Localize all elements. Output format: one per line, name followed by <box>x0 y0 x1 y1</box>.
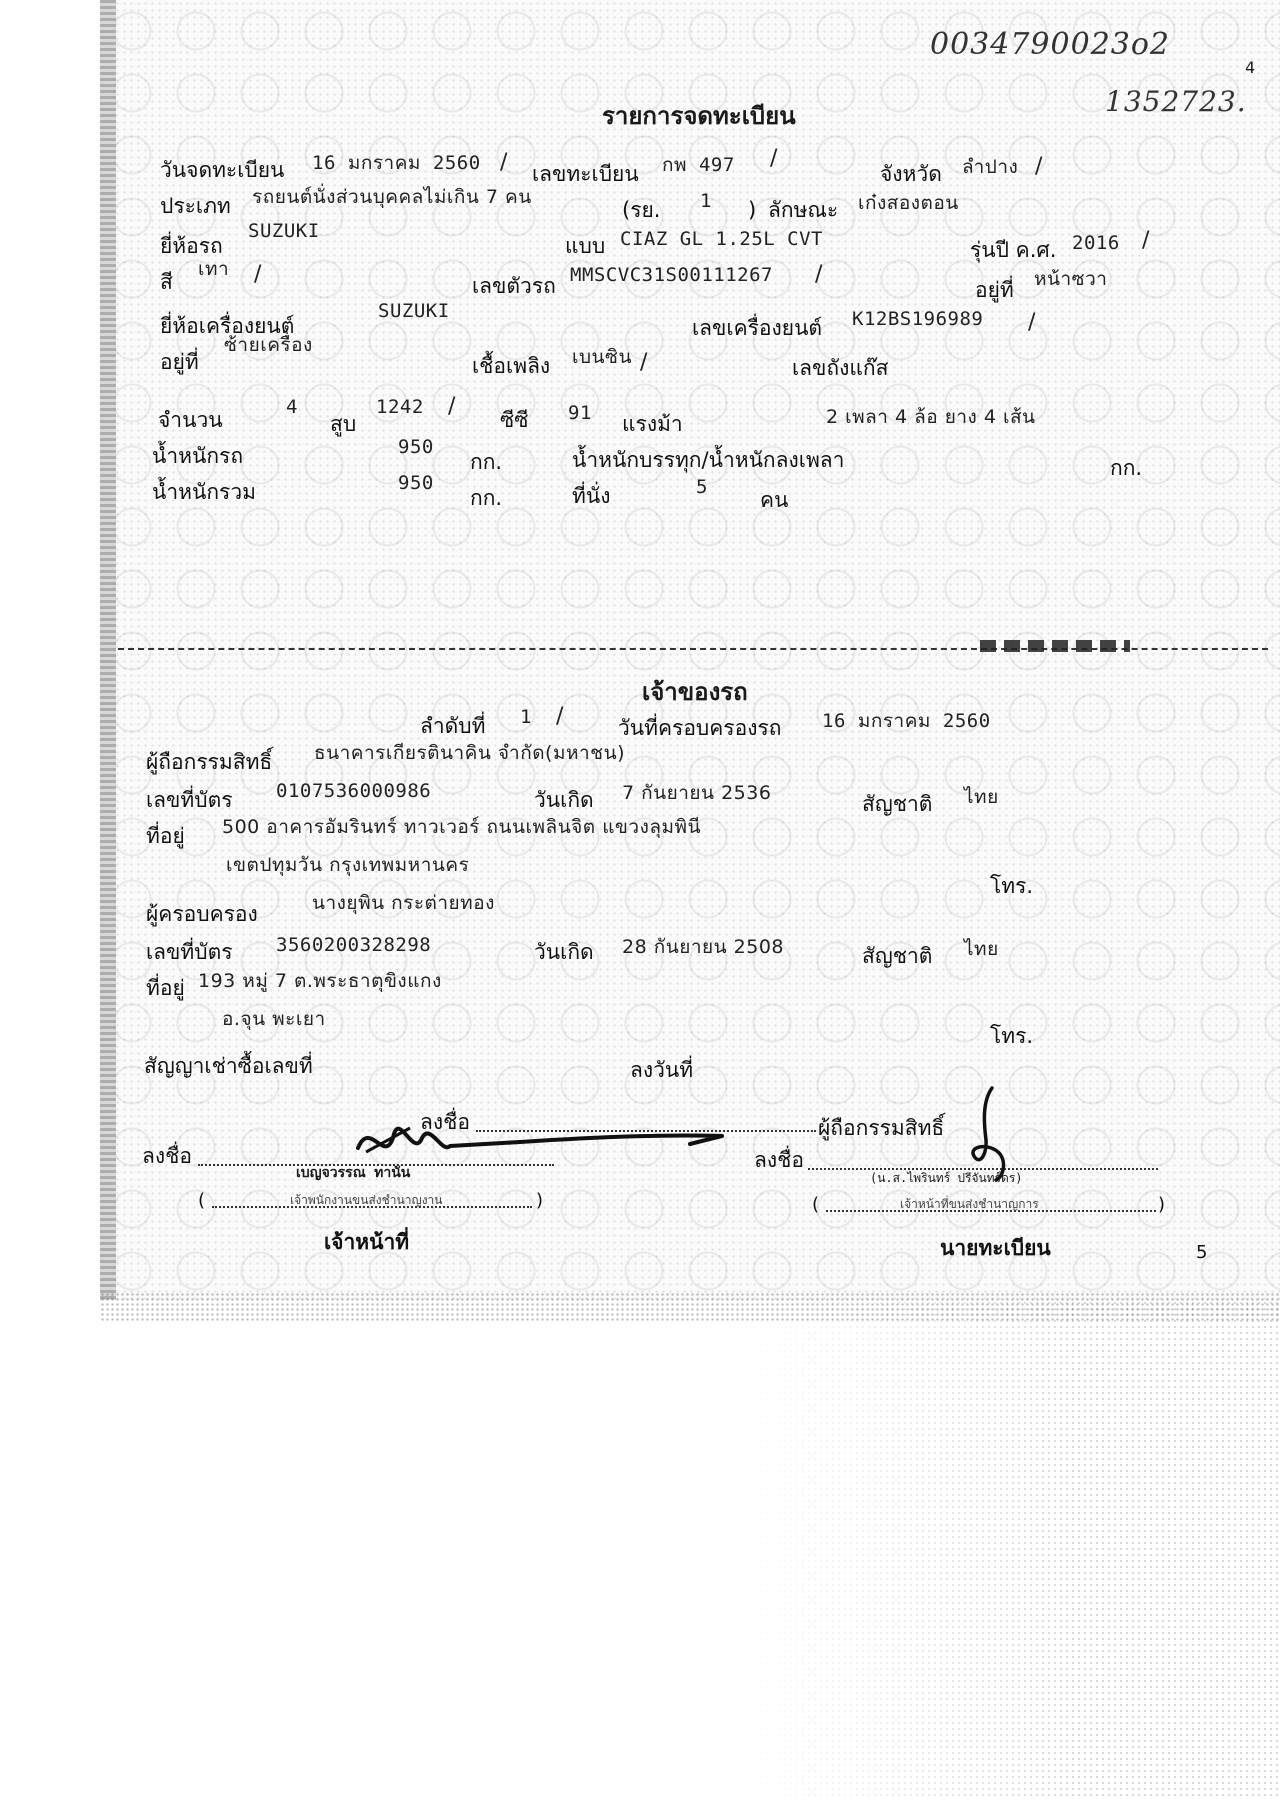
hp-value: 91 <box>568 402 592 424</box>
brand-value: SUZUKI <box>248 220 320 242</box>
year-label: รุ่นปี ค.ศ. <box>970 238 1057 262</box>
holder-nation-value: ไทย <box>964 786 999 808</box>
officer-paren-close: ) <box>536 1190 544 1211</box>
officer-name: เบญจวรรณ ทานัน <box>296 1165 411 1181</box>
registration-title: รายการจดทะเบียน <box>602 102 796 130</box>
brand-label: ยี่ห้อรถ <box>160 234 223 258</box>
engine-number-value: K12BS196989 <box>852 308 984 330</box>
plate-value: กพ 497 <box>662 154 735 176</box>
ry-open-label: (รย. <box>622 198 661 222</box>
vin-location-value: หน้าซวา <box>1034 268 1108 290</box>
year-value: 2016 <box>1072 232 1120 254</box>
seats-unit: คน <box>760 488 789 512</box>
scan-left-edge <box>100 0 116 1300</box>
registrar-position: เจ้าหน้าที่ขนส่งชำนาญการ <box>900 1197 1039 1211</box>
officer-paren-open: ( <box>198 1190 206 1211</box>
gas-tank-label: เลขถังแก๊ส <box>792 356 889 380</box>
registrar-paren-close: ) <box>1158 1194 1166 1215</box>
officer-sign-label: ลงชื่อ <box>142 1144 192 1168</box>
engine-location-label: อยู่ที่ <box>160 350 199 374</box>
holder-address-label: ที่อยู่ <box>146 824 185 848</box>
holder-tel-label: โทร. <box>990 874 1034 898</box>
holder-label: ผู้ถือกรรมสิทธิ์ <box>146 750 273 774</box>
holder-address-line2: เขตปทุมวัน กรุงเทพมหานคร <box>226 854 470 876</box>
officer-role: เจ้าหน้าที่ <box>324 1230 410 1254</box>
possessor-address-label: ที่อยู่ <box>146 976 185 1000</box>
check-mark: / <box>640 350 648 375</box>
possess-date-value: 16 มกราคม 2560 <box>822 710 991 732</box>
possessor-id-value: 3560200328298 <box>276 934 432 956</box>
seats-label: ที่นั่ง <box>572 484 611 508</box>
check-mark: / <box>1142 228 1150 253</box>
vin-label: เลขตัวรถ <box>472 274 556 298</box>
ry-close-label: ) <box>748 198 757 222</box>
cc-label: ซีซี <box>500 408 529 432</box>
possessor-address-line2: อ.จุน พะเยา <box>222 1008 326 1030</box>
check-mark: / <box>815 262 823 287</box>
hp-label: แรงม้า <box>622 412 683 436</box>
owner-title: เจ้าของรถ <box>642 678 748 706</box>
style-value: เก๋งสองตอน <box>858 192 959 214</box>
engine-brand-label: ยี่ห้อเครื่องยนต์ <box>160 314 295 338</box>
registrar-sign-label: ลงชื่อ <box>754 1148 804 1172</box>
holder-nation-label: สัญชาติ <box>862 792 933 816</box>
check-mark: / <box>448 394 456 419</box>
engine-number-label: เลขเครื่องยนต์ <box>692 316 823 340</box>
reg-date-label: วันจดทะเบียน <box>160 158 285 182</box>
reg-date-value: 16 มกราคม 2560 <box>312 152 481 174</box>
gross-weight-value: 950 <box>398 472 434 494</box>
fuel-label: เชื้อเพลิง <box>472 354 551 378</box>
officer-position: เจ้าพนักงานขนส่งชำนาญงาน <box>290 1193 443 1207</box>
scan-noise-area <box>740 1300 1280 1800</box>
model-label: แบบ <box>565 234 606 258</box>
cylinders-unit-label: สูบ <box>330 412 357 436</box>
possessor-nation-label: สัญชาติ <box>862 944 933 968</box>
handwritten-reference-number: 0034790023o2 <box>930 27 1171 62</box>
weight-value: 950 <box>398 436 434 458</box>
perforation-mark <box>980 640 1130 652</box>
ry-value: 1 <box>700 190 712 212</box>
load-label: น้ำหนักบรรทุก/น้ำหนักลงเพลา <box>572 448 845 472</box>
page-number: 5 <box>1196 1242 1208 1263</box>
check-mark: / <box>1035 154 1043 179</box>
holder-address-line1: 500 อาคารอัมรินทร์ ทาวเวอร์ ถนนเพลินจิต แขวงลุมพินี <box>222 816 702 838</box>
province-label: จังหวัด <box>880 162 942 186</box>
hire-purchase-label: สัญญาเช่าซื้อเลขที่ <box>144 1054 313 1078</box>
weight-unit: กก. <box>470 450 503 474</box>
order-label: ลำดับที่ <box>420 714 486 738</box>
check-mark: / <box>770 146 778 171</box>
check-mark: / <box>556 704 564 729</box>
count-label: จำนวน <box>158 408 223 432</box>
order-value: 1 <box>520 706 532 728</box>
fuel-value: เบนซิน <box>572 346 632 368</box>
check-mark: / <box>500 150 508 175</box>
color-value: เทา <box>198 258 230 280</box>
gross-weight-label: น้ำหนักรวม <box>152 480 256 504</box>
holder-sign-role: ผู้ถือกรรมสิทธิ์ <box>818 1116 945 1140</box>
engine-brand-value: SUZUKI <box>378 300 450 322</box>
plate-label: เลขทะเบียน <box>532 162 639 186</box>
type-value: รถยนต์นั่งส่วนบุคคลไม่เกิน 7 คน <box>252 186 532 208</box>
check-mark: / <box>1028 310 1036 335</box>
page-corner-number: 4 <box>1245 58 1256 77</box>
registrar-role: นายทะเบียน <box>940 1236 1051 1260</box>
holder-birth-value: 7 กันยายน 2536 <box>622 782 772 804</box>
seats-value: 5 <box>696 476 708 498</box>
possessor-nation-value: ไทย <box>964 938 999 960</box>
possessor-birth-label: วันเกิด <box>534 940 594 964</box>
gross-weight-unit: กก. <box>470 486 503 510</box>
axles-value: 2 เพลา 4 ล้อ ยาง 4 เส้น <box>826 406 1036 428</box>
registrar-name: (น.ส.ไพรินทร์ ปรีจันทร์ดร) <box>870 1171 1023 1185</box>
registrar-paren-open: ( <box>812 1194 820 1215</box>
handwritten-case-number: 1352723. <box>1105 85 1247 118</box>
color-label: สี <box>160 270 173 294</box>
possessor-name: นางยุพิน กระต่ายทอง <box>312 892 495 914</box>
possess-date-label: วันที่ครอบครองรถ <box>618 716 782 740</box>
type-label: ประเภท <box>160 194 231 218</box>
cc-value: 1242 <box>376 396 424 418</box>
holder-id-label: เลขที่บัตร <box>146 788 233 812</box>
model-value: CIAZ GL 1.25L CVT <box>620 228 823 250</box>
vin-value: MMSCVC31S00111267 <box>570 264 773 286</box>
possessor-birth-value: 28 กันยายน 2508 <box>622 936 785 958</box>
check-mark: / <box>254 262 262 287</box>
style-label: ลักษณะ <box>768 198 839 222</box>
holder-birth-label: วันเกิด <box>534 788 594 812</box>
holder-sign-label: ลงชื่อ <box>420 1110 470 1134</box>
holder-name: ธนาคารเกียรตินาคิน จำกัด(มหาชน) <box>314 742 625 764</box>
hire-date-label: ลงวันที่ <box>630 1058 694 1082</box>
possessor-label: ผู้ครอบครอง <box>146 902 258 926</box>
registrar-signature <box>960 1084 1020 1184</box>
possessor-tel-label: โทร. <box>990 1024 1034 1048</box>
vin-location-label: อยู่ที่ <box>975 278 1014 302</box>
province-value: ลำปาง <box>962 156 1019 178</box>
possessor-address-line1: 193 หมู่ 7 ต.พระธาตุขิงแกง <box>198 970 442 992</box>
weight-label: น้ำหนักรถ <box>152 444 244 468</box>
possessor-id-label: เลขที่บัตร <box>146 940 233 964</box>
cylinders-value: 4 <box>286 396 298 418</box>
holder-id-value: 0107536000986 <box>276 780 432 802</box>
load-unit: กก. <box>1110 456 1143 480</box>
engine-location-value: ซ้ายเครื่อง <box>224 334 313 356</box>
